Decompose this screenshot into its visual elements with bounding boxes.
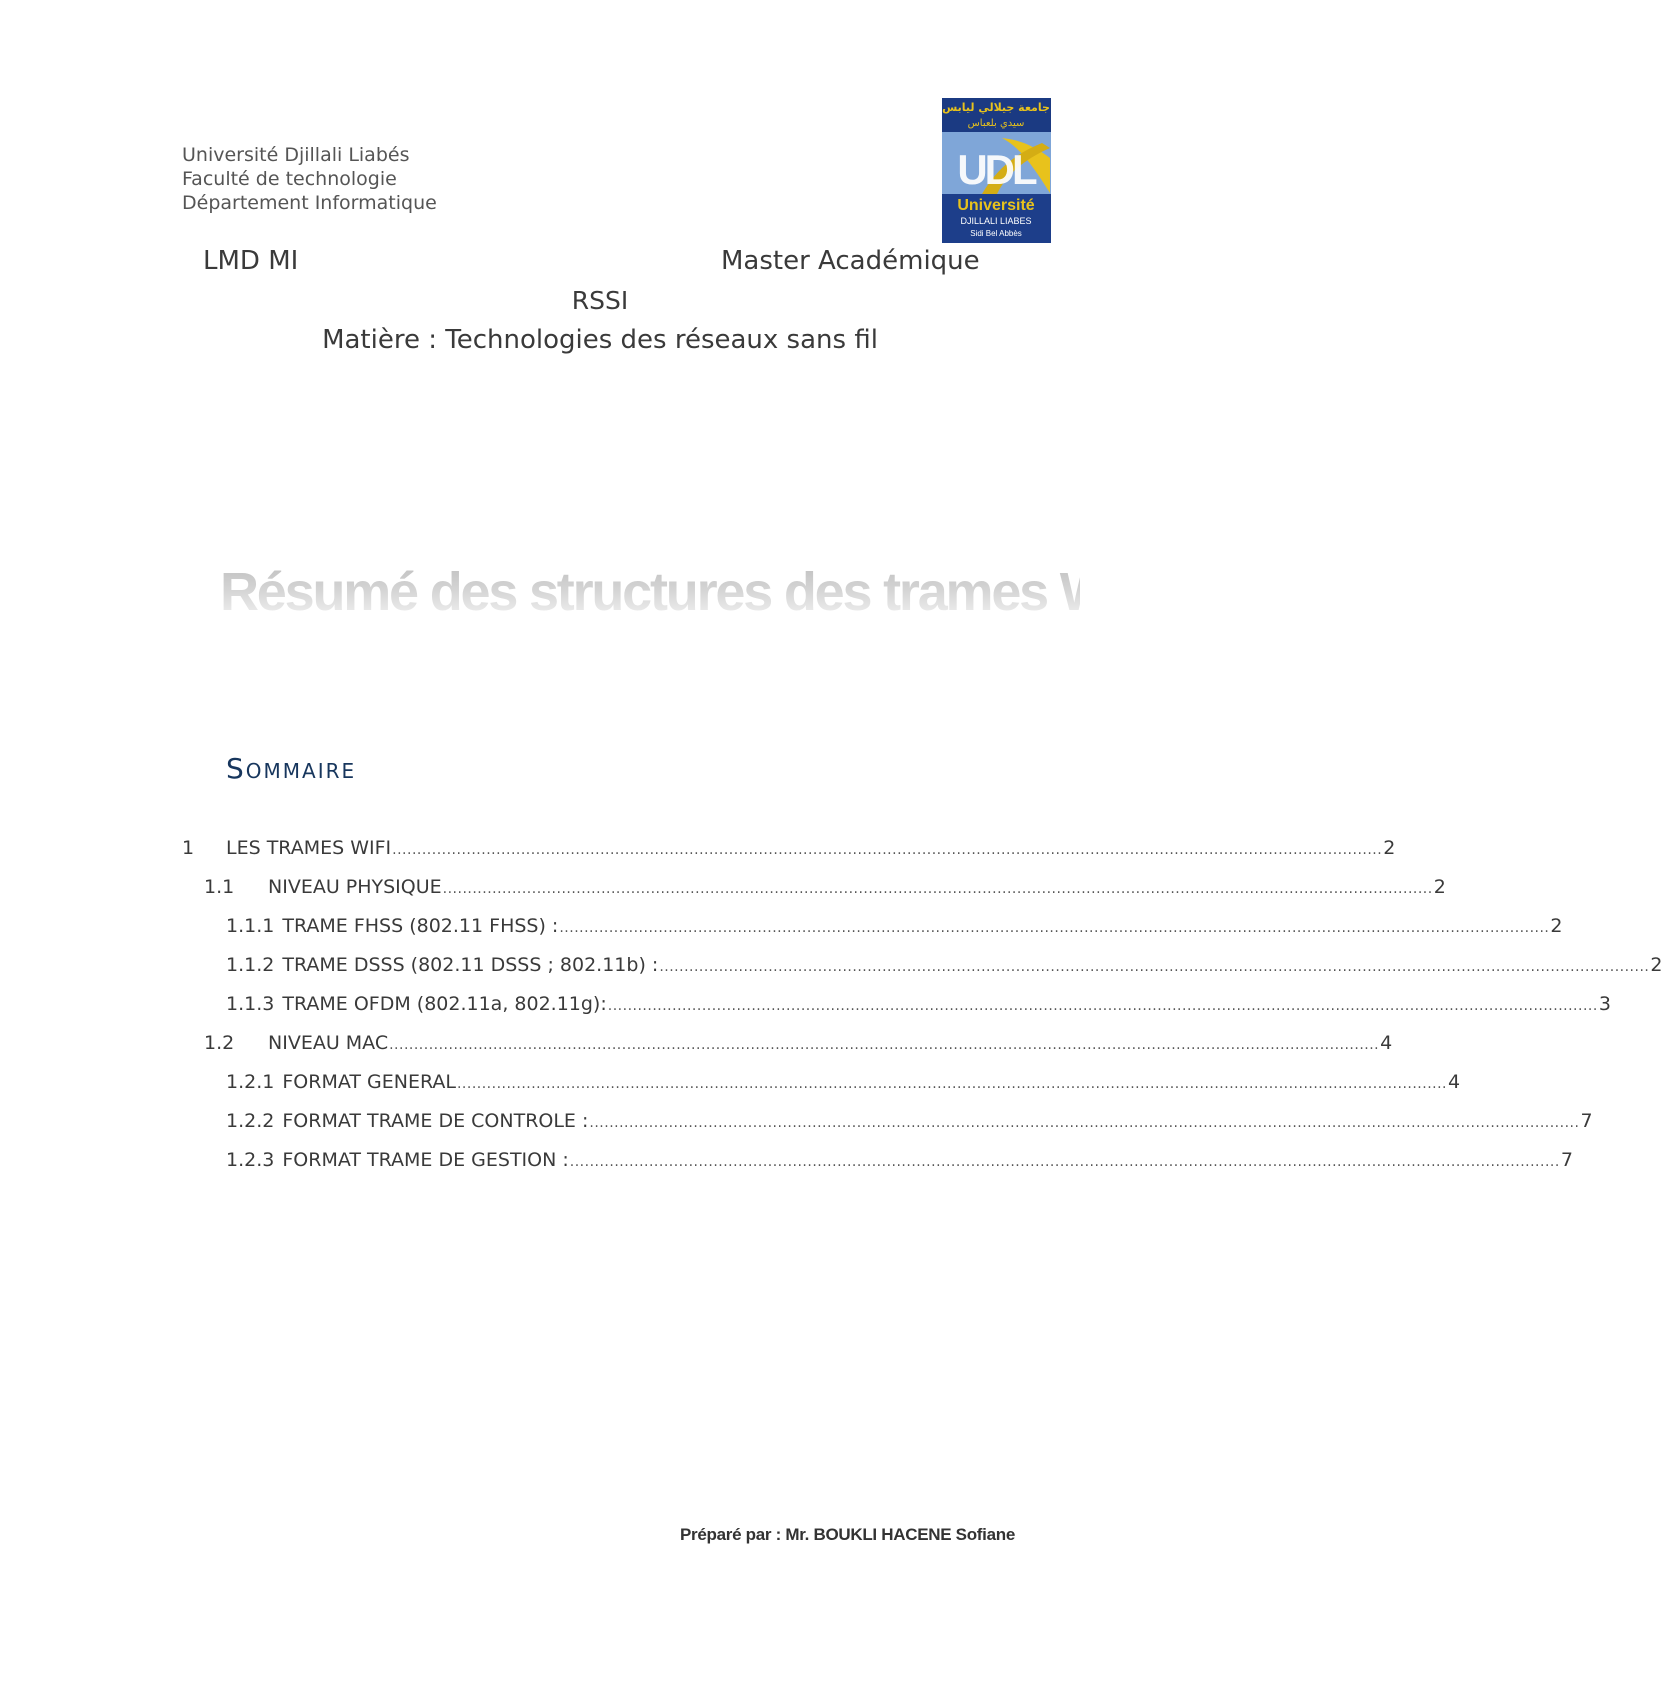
faculty-name: Faculté de technologie	[182, 168, 397, 190]
toc-entry-number: 1.1.2	[226, 954, 275, 976]
toc-entry-title: TRAME OFDM (802.11a, 802.11g):	[282, 993, 607, 1015]
toc-entry-title: NIVEAU PHYSIQUE	[268, 876, 442, 898]
author-credit: Préparé par : Mr. BOUKLI HACENE Sofiane	[680, 1525, 1015, 1544]
toc-leader: ........................................................................................................................................................................................................	[589, 1115, 1580, 1131]
toc-entry-page: 7	[1580, 1110, 1593, 1132]
toc-entry-title: TRAME DSSS (802.11 DSSS ; 802.11b) :	[282, 954, 659, 976]
logo-name: Université	[957, 197, 1035, 214]
toc-entry[interactable]	[226, 1110, 1593, 1140]
toc-entry-page: 4	[1448, 1071, 1461, 1093]
institution-block	[182, 143, 437, 215]
toc-entry[interactable]	[226, 993, 1611, 1023]
university-name: Université Djillali Liabés	[182, 144, 410, 166]
logo-subname: DJILLALI LIABES	[960, 216, 1032, 226]
toc-entry-number: 1.2.1	[226, 1071, 275, 1093]
toc-entry-page: 4	[1380, 1032, 1393, 1054]
toc-leader: ........................................................................................................................................................................................................	[569, 1154, 1560, 1170]
toc-entry-number: 1.2	[204, 1032, 235, 1054]
department-name: Département Informatique	[182, 192, 437, 214]
toc-entry-title: FORMAT GENERAL	[282, 1071, 456, 1093]
toc-entry[interactable]	[182, 837, 1396, 867]
toc-leader: ........................................................................................................................................................................................................	[389, 1037, 1380, 1053]
document-title: Résumé des structures des trames WIFI	[220, 562, 1165, 622]
toc-entry-number: 1	[182, 837, 195, 859]
logo-city: Sidi Bel Abbès	[970, 229, 1022, 238]
toc-entry-title: TRAME FHSS (802.11 FHSS) :	[282, 915, 559, 937]
toc-entry-number: 1.2.2	[226, 1110, 275, 1132]
toc-entry-number: 1.1.3	[226, 993, 275, 1015]
toc-entry-title: FORMAT TRAME DE CONTROLE :	[282, 1110, 589, 1132]
toc-entry-number: 1.2.3	[226, 1149, 275, 1171]
subject-title: Matière : Technologies des réseaux sans fil	[322, 325, 878, 355]
toc-entry-title: NIVEAU MAC	[268, 1032, 389, 1054]
toc-entry-number: 1.1.1	[226, 915, 275, 937]
toc-heading: Sommaire	[226, 752, 357, 785]
logo-arabic-line1: جامعة جيلالي ليابس	[942, 101, 1050, 114]
toc-entry-page: 3	[1598, 993, 1611, 1015]
toc-entry-page: 2	[1650, 954, 1662, 976]
university-logo	[942, 98, 1051, 243]
toc-leader: ........................................................................................................................................................................................................	[442, 881, 1433, 897]
toc-entry-title: FORMAT TRAME DE GESTION :	[282, 1149, 569, 1171]
toc-leader: ........................................................................................................................................................................................................	[659, 959, 1650, 975]
toc-entry-page: 7	[1560, 1149, 1573, 1171]
toc-leader: ........................................................................................................................................................................................................	[607, 998, 1598, 1014]
toc-entry-title: LES TRAMES WIFI	[226, 837, 392, 859]
toc-leader: ........................................................................................................................................................................................................	[456, 1076, 1448, 1092]
degree-label-right: Master Académique	[721, 246, 980, 276]
toc-entry-page: 2	[1383, 837, 1396, 859]
toc-entry[interactable]	[226, 1149, 1573, 1179]
toc-leader: ........................................................................................................................................................................................................	[559, 920, 1550, 936]
specialty-label: RSSI	[571, 286, 629, 315]
logo-letters: UDL	[957, 146, 1035, 193]
toc-entry-page: 2	[1550, 915, 1563, 937]
toc-entry[interactable]	[226, 915, 1563, 945]
toc-leader: ........................................................................................................................................................................................................	[392, 842, 1383, 858]
toc-entry[interactable]	[204, 876, 1446, 906]
toc-entry-number: 1.1	[204, 876, 235, 898]
toc-entry[interactable]	[226, 954, 1662, 984]
toc-entry-page: 2	[1433, 876, 1446, 898]
toc-entry[interactable]	[204, 1032, 1393, 1062]
degree-label-left: LMD MI	[203, 246, 299, 276]
logo-arabic-line2: سيدي بلعباس	[967, 118, 1025, 129]
toc-entry[interactable]	[226, 1071, 1461, 1101]
